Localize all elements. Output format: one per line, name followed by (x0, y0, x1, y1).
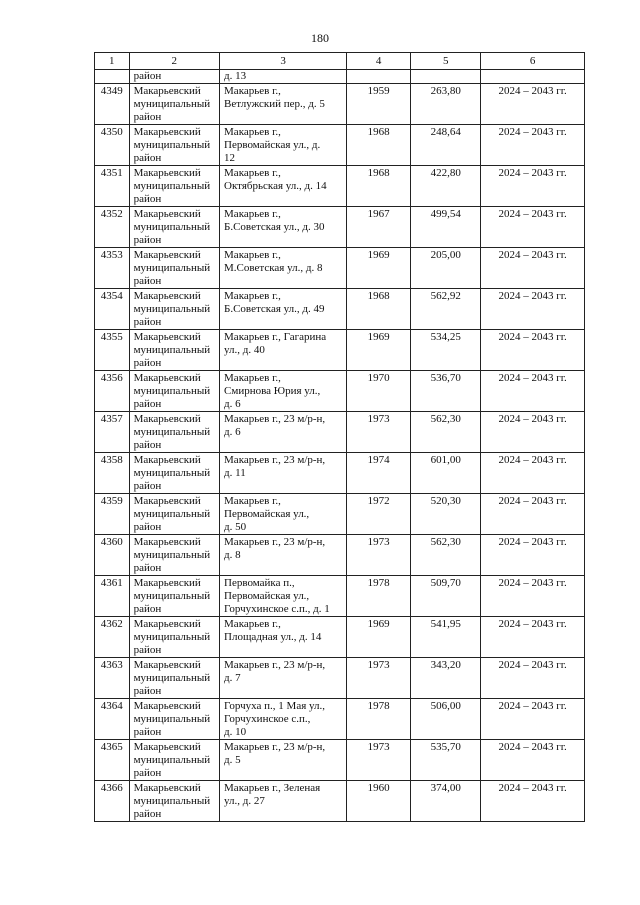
area-cell: 499,54 (411, 207, 481, 248)
table-body (95, 70, 585, 822)
area-cell: 535,70 (411, 740, 481, 781)
address-cell (220, 412, 347, 453)
table-row (95, 576, 585, 617)
table-row (95, 740, 585, 781)
address-cell (220, 125, 347, 166)
district-line: район (133, 644, 162, 656)
table-row (95, 166, 585, 207)
address-line: Макарьев г., (224, 618, 281, 630)
district-line: муниципальный (133, 303, 211, 315)
period-cell: 2024 – 2043 гг. (481, 84, 585, 125)
address-line: Макарьев г., 23 м/р-н, (224, 454, 326, 466)
row-number-cell: 4353 (95, 248, 130, 289)
district-line: муниципальный (133, 713, 211, 725)
address-line: 12 (224, 152, 236, 164)
period-cell: 2024 – 2043 гг. (481, 658, 585, 699)
row-number-cell: 4362 (95, 617, 130, 658)
address-cell (220, 699, 347, 740)
address-cell (220, 535, 347, 576)
table-row (95, 330, 585, 371)
area-cell: 509,70 (411, 576, 481, 617)
district-cell (129, 330, 219, 371)
district-cell (129, 617, 219, 658)
district-line: район (133, 234, 162, 246)
period-cell: 2024 – 2043 гг. (481, 371, 585, 412)
area-cell: 562,30 (411, 535, 481, 576)
address-line: д. 50 (224, 521, 247, 533)
address-line: Макарьев г., (224, 167, 281, 179)
district-line: район (133, 398, 162, 410)
address-cell (220, 494, 347, 535)
address-line: Ветлужский пер., д. 5 (224, 98, 325, 110)
address-line: Б.Советская ул., д. 49 (224, 303, 325, 315)
row-number-cell: 4351 (95, 166, 130, 207)
year-cell: 1967 (347, 207, 411, 248)
district-line: Макарьевский (133, 126, 201, 138)
row-number-cell: 4361 (95, 576, 130, 617)
year-cell: 1969 (347, 330, 411, 371)
address-line: д. 11 (224, 467, 246, 479)
year-cell: 1973 (347, 740, 411, 781)
district-line: Макарьевский (133, 618, 201, 630)
table-row (95, 125, 585, 166)
area-cell: 534,25 (411, 330, 481, 371)
district-line: район (133, 152, 162, 164)
address-line: Макарьев г., (224, 372, 281, 384)
district-cell (129, 494, 219, 535)
district-line: муниципальный (133, 754, 211, 766)
year-cell: 1970 (347, 371, 411, 412)
district-cell (129, 781, 219, 822)
district-cell (129, 412, 219, 453)
address-line: Макарьев г., 23 м/р-н, (224, 413, 326, 425)
row-number-cell: 4356 (95, 371, 130, 412)
row-number-cell: 4366 (95, 781, 130, 822)
address-line: Макарьев г., Гагарина (224, 331, 327, 343)
address-line: д. 10 (224, 726, 247, 738)
continuation-row (95, 70, 585, 84)
row-number-cell: 4355 (95, 330, 130, 371)
address-cell (220, 70, 347, 84)
district-line: район (133, 726, 162, 738)
table-row (95, 84, 585, 125)
district-line: Макарьевский (133, 372, 201, 384)
district-cell (129, 740, 219, 781)
table-row (95, 617, 585, 658)
area-cell: 343,20 (411, 658, 481, 699)
area-cell: 536,70 (411, 371, 481, 412)
address-line: Первомайка п., (224, 577, 295, 589)
address-line: Первомайская ул., д. (224, 139, 321, 151)
address-line: д. 5 (224, 754, 241, 766)
address-line: Горчуха п., 1 Мая ул., (224, 700, 326, 712)
year-cell: 1960 (347, 781, 411, 822)
district-line: муниципальный (133, 385, 211, 397)
period-cell: 2024 – 2043 гг. (481, 248, 585, 289)
address-cell (220, 84, 347, 125)
table-row (95, 781, 585, 822)
district-line: муниципальный (133, 467, 211, 479)
column-header-5: 5 (411, 53, 481, 70)
address-line: Смирнова Юрия ул., (224, 385, 321, 397)
row-number-cell: 4360 (95, 535, 130, 576)
district-line: Макарьевский (133, 208, 201, 220)
address-line: Макарьев г., (224, 495, 281, 507)
address-cell (220, 576, 347, 617)
table-header-row (95, 53, 585, 70)
column-header-4: 4 (347, 53, 411, 70)
district-cell (129, 371, 219, 412)
district-line: Макарьевский (133, 495, 201, 507)
district-line: муниципальный (133, 426, 211, 438)
address-line: Макарьев г., (224, 126, 281, 138)
year-cell: 1969 (347, 617, 411, 658)
row-number-cell: 4350 (95, 125, 130, 166)
address-cell (220, 330, 347, 371)
address-line: ул., д. 40 (224, 344, 265, 356)
period-cell: 2024 – 2043 гг. (481, 207, 585, 248)
address-line: Макарьев г., (224, 290, 281, 302)
area-cell: 541,95 (411, 617, 481, 658)
district-line: Макарьевский (133, 536, 201, 548)
district-line: Макарьевский (133, 413, 201, 425)
address-line: Макарьев г., 23 м/р-н, (224, 536, 326, 548)
district-cell (129, 535, 219, 576)
district-line: район (133, 521, 162, 533)
district-line: муниципальный (133, 590, 211, 602)
district-line: район (133, 685, 162, 697)
district-line: муниципальный (133, 631, 211, 643)
page-number: 180 (311, 31, 329, 45)
area-cell: 205,00 (411, 248, 481, 289)
district-line: муниципальный (133, 98, 211, 110)
address-line: Октябрьская ул., д. 14 (224, 180, 327, 192)
district-cell (129, 84, 219, 125)
address-cell (220, 289, 347, 330)
district-line: район (133, 357, 162, 369)
column-header-1: 1 (95, 53, 130, 70)
table-row (95, 453, 585, 494)
district-line: муниципальный (133, 672, 211, 684)
district-line: муниципальный (133, 508, 211, 520)
period-cell: 2024 – 2043 гг. (481, 617, 585, 658)
address-line: д. 6 (224, 398, 241, 410)
address-line: д. 6 (224, 426, 241, 438)
address-line: Горчухинское с.п., д. 1 (224, 603, 330, 615)
table-row (95, 289, 585, 330)
district-line: район (133, 480, 162, 492)
district-line: Макарьевский (133, 577, 201, 589)
address-line: д. 13 (224, 70, 247, 82)
year-cell: 1973 (347, 658, 411, 699)
row-number-cell: 4354 (95, 289, 130, 330)
address-line: д. 7 (224, 672, 241, 684)
year-cell: 1968 (347, 289, 411, 330)
area-cell: 422,80 (411, 166, 481, 207)
period-cell: 2024 – 2043 гг. (481, 494, 585, 535)
district-cell: район (129, 70, 219, 84)
district-line: муниципальный (133, 221, 211, 233)
table-row (95, 699, 585, 740)
year-cell: 1972 (347, 494, 411, 535)
address-line: Макарьев г., (224, 249, 281, 261)
row-number-cell: 4357 (95, 412, 130, 453)
period-cell: 2024 – 2043 гг. (481, 699, 585, 740)
area-cell (411, 70, 481, 84)
period-cell: 2024 – 2043 гг. (481, 289, 585, 330)
district-line: район (133, 316, 162, 328)
period-cell: 2024 – 2043 гг. (481, 535, 585, 576)
district-line: район (133, 603, 162, 615)
year-cell: 1969 (347, 248, 411, 289)
address-line: М.Советская ул., д. 8 (224, 262, 323, 274)
district-line: район (133, 808, 162, 820)
address-cell (220, 658, 347, 699)
address-line: Макарьев г., 23 м/р-н, (224, 741, 326, 753)
address-cell (220, 453, 347, 494)
table-row (95, 371, 585, 412)
area-cell: 374,00 (411, 781, 481, 822)
table-row (95, 658, 585, 699)
district-cell (129, 125, 219, 166)
area-cell: 562,92 (411, 289, 481, 330)
row-number-cell: 4365 (95, 740, 130, 781)
address-cell (220, 740, 347, 781)
district-line: район (133, 439, 162, 451)
district-line: район (133, 111, 162, 123)
housing-registry-table (94, 52, 585, 822)
district-line: муниципальный (133, 795, 211, 807)
address-line: Площадная ул., д. 14 (224, 631, 322, 643)
table-row (95, 412, 585, 453)
period-cell: 2024 – 2043 гг. (481, 412, 585, 453)
area-cell: 601,00 (411, 453, 481, 494)
row-number-cell: 4363 (95, 658, 130, 699)
area-cell: 562,30 (411, 412, 481, 453)
address-line: Б.Советская ул., д. 30 (224, 221, 325, 233)
area-cell: 520,30 (411, 494, 481, 535)
year-cell: 1974 (347, 453, 411, 494)
district-line: Макарьевский (133, 741, 201, 753)
address-line: Первомайская ул., (224, 590, 310, 602)
year-cell: 1968 (347, 166, 411, 207)
district-cell (129, 207, 219, 248)
year-cell: 1959 (347, 84, 411, 125)
year-cell: 1978 (347, 699, 411, 740)
district-cell (129, 699, 219, 740)
period-cell: 2024 – 2043 гг. (481, 576, 585, 617)
district-line: Макарьевский (133, 700, 201, 712)
district-line: район (133, 562, 162, 574)
period-cell: 2024 – 2043 гг. (481, 453, 585, 494)
district-line: Макарьевский (133, 659, 201, 671)
table-row (95, 248, 585, 289)
row-number-cell: 4359 (95, 494, 130, 535)
year-cell: 1968 (347, 125, 411, 166)
address-cell (220, 248, 347, 289)
row-number-cell (95, 70, 130, 84)
district-cell (129, 248, 219, 289)
row-number-cell: 4364 (95, 699, 130, 740)
district-cell (129, 166, 219, 207)
address-cell (220, 166, 347, 207)
district-cell (129, 576, 219, 617)
year-cell: 1973 (347, 412, 411, 453)
period-cell: 2024 – 2043 гг. (481, 330, 585, 371)
district-line: Макарьевский (133, 249, 201, 261)
year-cell (347, 70, 411, 84)
table-row (95, 494, 585, 535)
address-cell (220, 781, 347, 822)
period-cell: 2024 – 2043 гг. (481, 166, 585, 207)
district-cell (129, 658, 219, 699)
district-line: Макарьевский (133, 454, 201, 466)
district-line: муниципальный (133, 262, 211, 274)
address-line: Макарьев г., (224, 85, 281, 97)
year-cell: 1973 (347, 535, 411, 576)
address-line: ул., д. 27 (224, 795, 265, 807)
area-cell: 263,80 (411, 84, 481, 125)
district-line: Макарьевский (133, 290, 201, 302)
period-cell: 2024 – 2043 гг. (481, 125, 585, 166)
table-row (95, 207, 585, 248)
district-line: муниципальный (133, 139, 211, 151)
district-line: район (133, 275, 162, 287)
period-cell (481, 70, 585, 84)
row-number-cell: 4358 (95, 453, 130, 494)
row-number-cell: 4352 (95, 207, 130, 248)
address-cell (220, 207, 347, 248)
address-cell (220, 617, 347, 658)
district-cell (129, 453, 219, 494)
table-row (95, 535, 585, 576)
district-line: муниципальный (133, 180, 211, 192)
column-header-6: 6 (481, 53, 585, 70)
address-cell (220, 371, 347, 412)
address-line: Макарьев г., Зеленая (224, 782, 321, 794)
address-line: Макарьев г., (224, 208, 281, 220)
district-line: Макарьевский (133, 167, 201, 179)
address-line: Первомайская ул., (224, 508, 310, 520)
district-line: Макарьевский (133, 85, 201, 97)
year-cell: 1978 (347, 576, 411, 617)
column-header-3: 3 (220, 53, 347, 70)
area-cell: 506,00 (411, 699, 481, 740)
district-line: Макарьевский (133, 331, 201, 343)
district-line: район (133, 193, 162, 205)
period-cell: 2024 – 2043 гг. (481, 781, 585, 822)
address-line: Горчухинское с.п., (224, 713, 311, 725)
area-cell: 248,64 (411, 125, 481, 166)
period-cell: 2024 – 2043 гг. (481, 740, 585, 781)
row-number-cell: 4349 (95, 84, 130, 125)
address-line: д. 8 (224, 549, 241, 561)
address-line: Макарьев г., 23 м/р-н, (224, 659, 326, 671)
district-cell (129, 289, 219, 330)
district-line: Макарьевский (133, 782, 201, 794)
district-line: муниципальный (133, 549, 211, 561)
district-line: муниципальный (133, 344, 211, 356)
district-line: район (133, 767, 162, 779)
column-header-2: 2 (129, 53, 219, 70)
